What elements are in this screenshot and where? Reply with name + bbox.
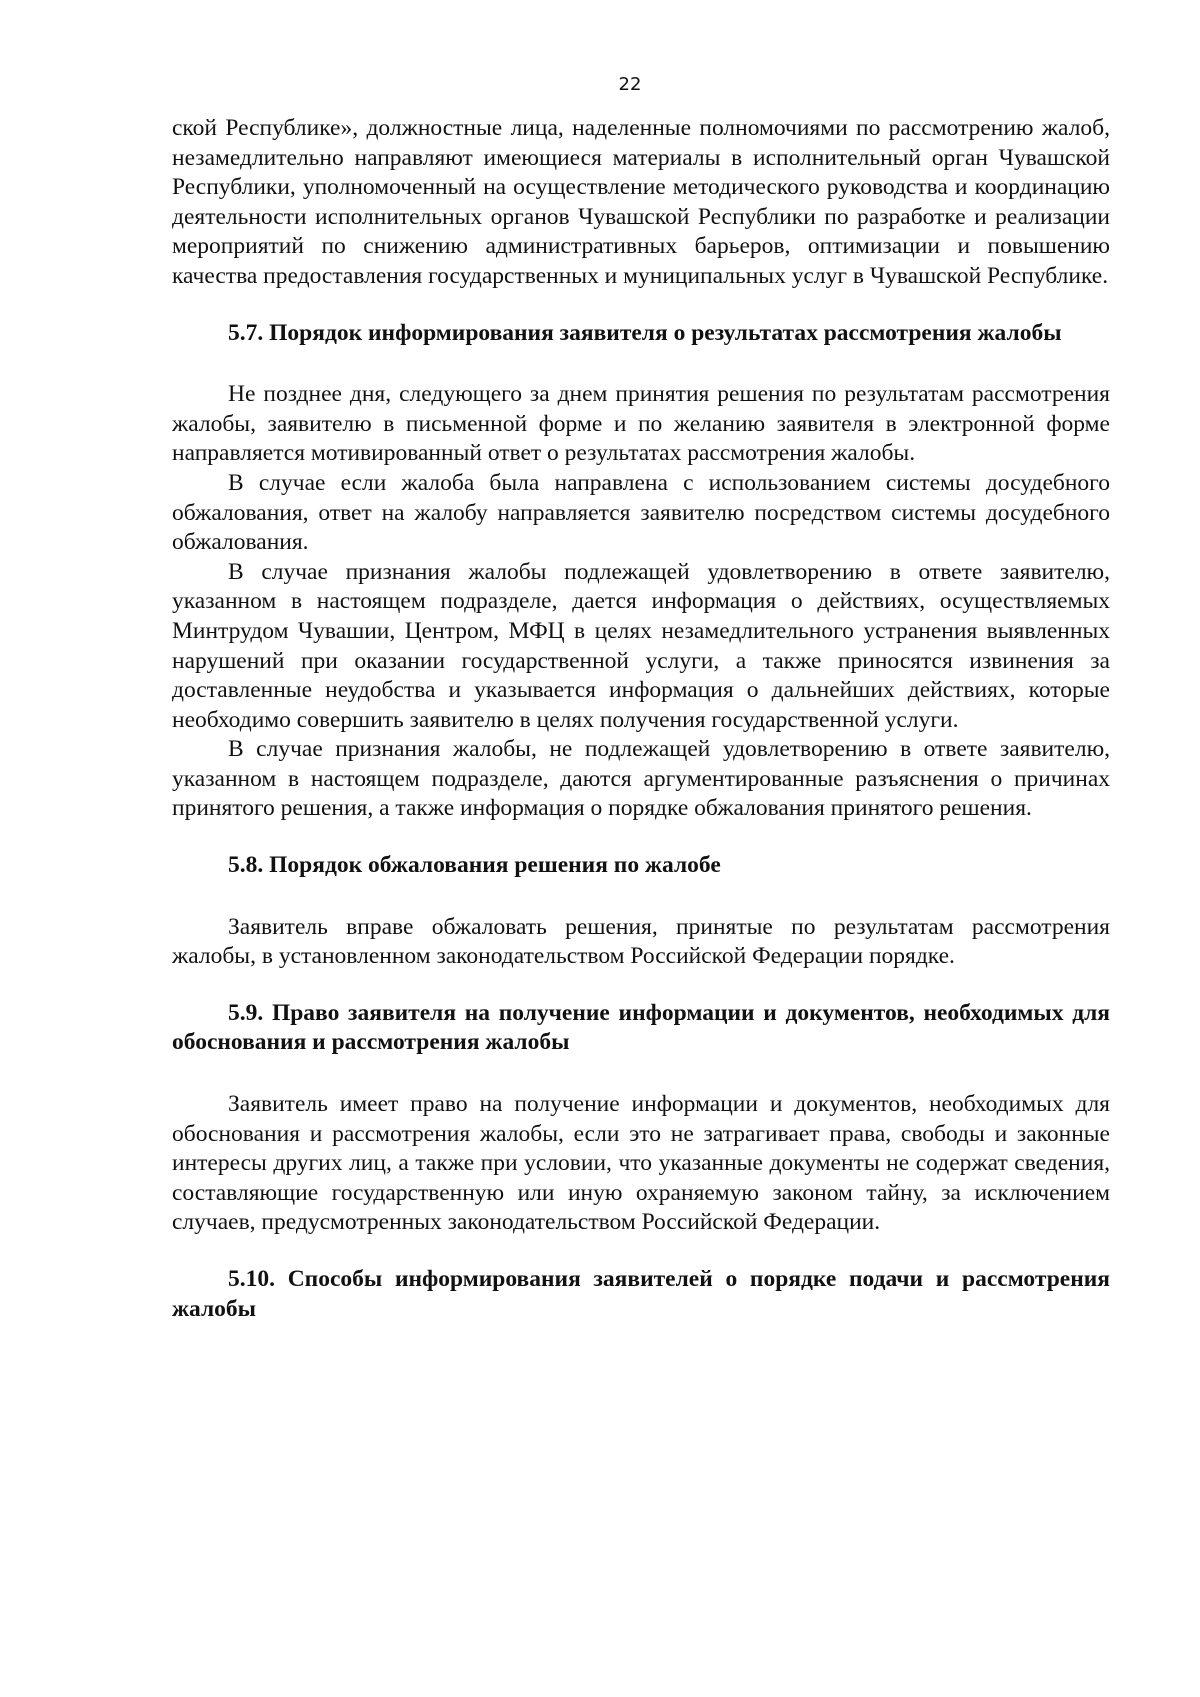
section-heading-5-9: 5.9. Право заявителя на получение информации и документов, необходимых для обоснования и рассмотрения жалобы [172, 999, 1110, 1056]
paragraph-5-9-1: Заявитель имеет право на получение информации и документов, необходимых для обоснования и рассмотрения жалобы, если это не затрагивает права, свободы и законные интересы других лиц, а также при условии, что указанные документы не содержат сведения, составляющие государственную или иную охраняемую законом тайну, за исключением случаев, предусмотренных законодательством Российской Федерации. [172, 1091, 1110, 1236]
paragraph-5-8-1: Заявитель вправе обжаловать решения, принятые по результатам рассмотрения жалобы, в установленном законодательством Российской Федерации порядке. [172, 913, 1110, 970]
paragraph-5-7-4: В случае признания жалобы, не подлежащей удовлетворению в ответе заявителю, указанном в настоящем подразделе, даются аргументированные разъяснения о причинах принятого решения, а также информация о порядке обжалования принятого решения. [172, 736, 1110, 822]
paragraph-5-7-3: В случае признания жалобы подлежащей удовлетворению в ответе заявителю, указанном в настоящем подразделе, дается информация о действиях, осуществляемых Минтрудом Чувашии, Центром, МФЦ в целях незамедлительного устранения выявленных нарушений при оказании государственной услуги, а также приносятся извинения за доставленные неудобства и указывается информация о дальнейших действиях, которые необходимо совершить заявителю в целях получения государственной услуги. [172, 558, 1110, 733]
section-heading-5-7: 5.7. Порядок информирования заявителя о результатах рассмотрения жалобы [228, 319, 1062, 346]
paragraph-5-7-2: В случае если жалоба была направлена с использованием системы досудебного обжалования, ответ на жалобу направляется заявителю посредством системы досудебного обжалования. [172, 469, 1110, 556]
paragraph-5-7-1: Не позднее дня, следующего за днем принятия решения по результатам рассмотрения жалобы, заявителю в письменной форме и по желанию заявителя в электронной форме направляется мотивированный ответ о результатах рассмотрения жалобы. [172, 381, 1110, 467]
section-heading-5-10: 5.10. Способы информирования заявителей о порядке подачи и рассмотрения жалобы [172, 1266, 1110, 1322]
page-number: 22 [618, 74, 642, 95]
section-heading-5-8: 5.8. Порядок обжалования решения по жалобе [228, 852, 721, 879]
paragraph-continuation: ской Республике», должностные лица, наделенные полномочиями по рассмотрению жалоб, незамедлительно направляют имеющиеся материалы в исполнительный орган Чувашской Республики, уполномоченный на осуществление методического руководства и координацию деятельности исполнительных органов Чувашской Республики по разработке и реализации мероприятий по снижению административных барьеров, оптимизации и повышению качества предоставления государственных и муниципальных услуг в Чувашской Республике. [172, 115, 1110, 289]
document-body [172, 114, 1110, 1324]
